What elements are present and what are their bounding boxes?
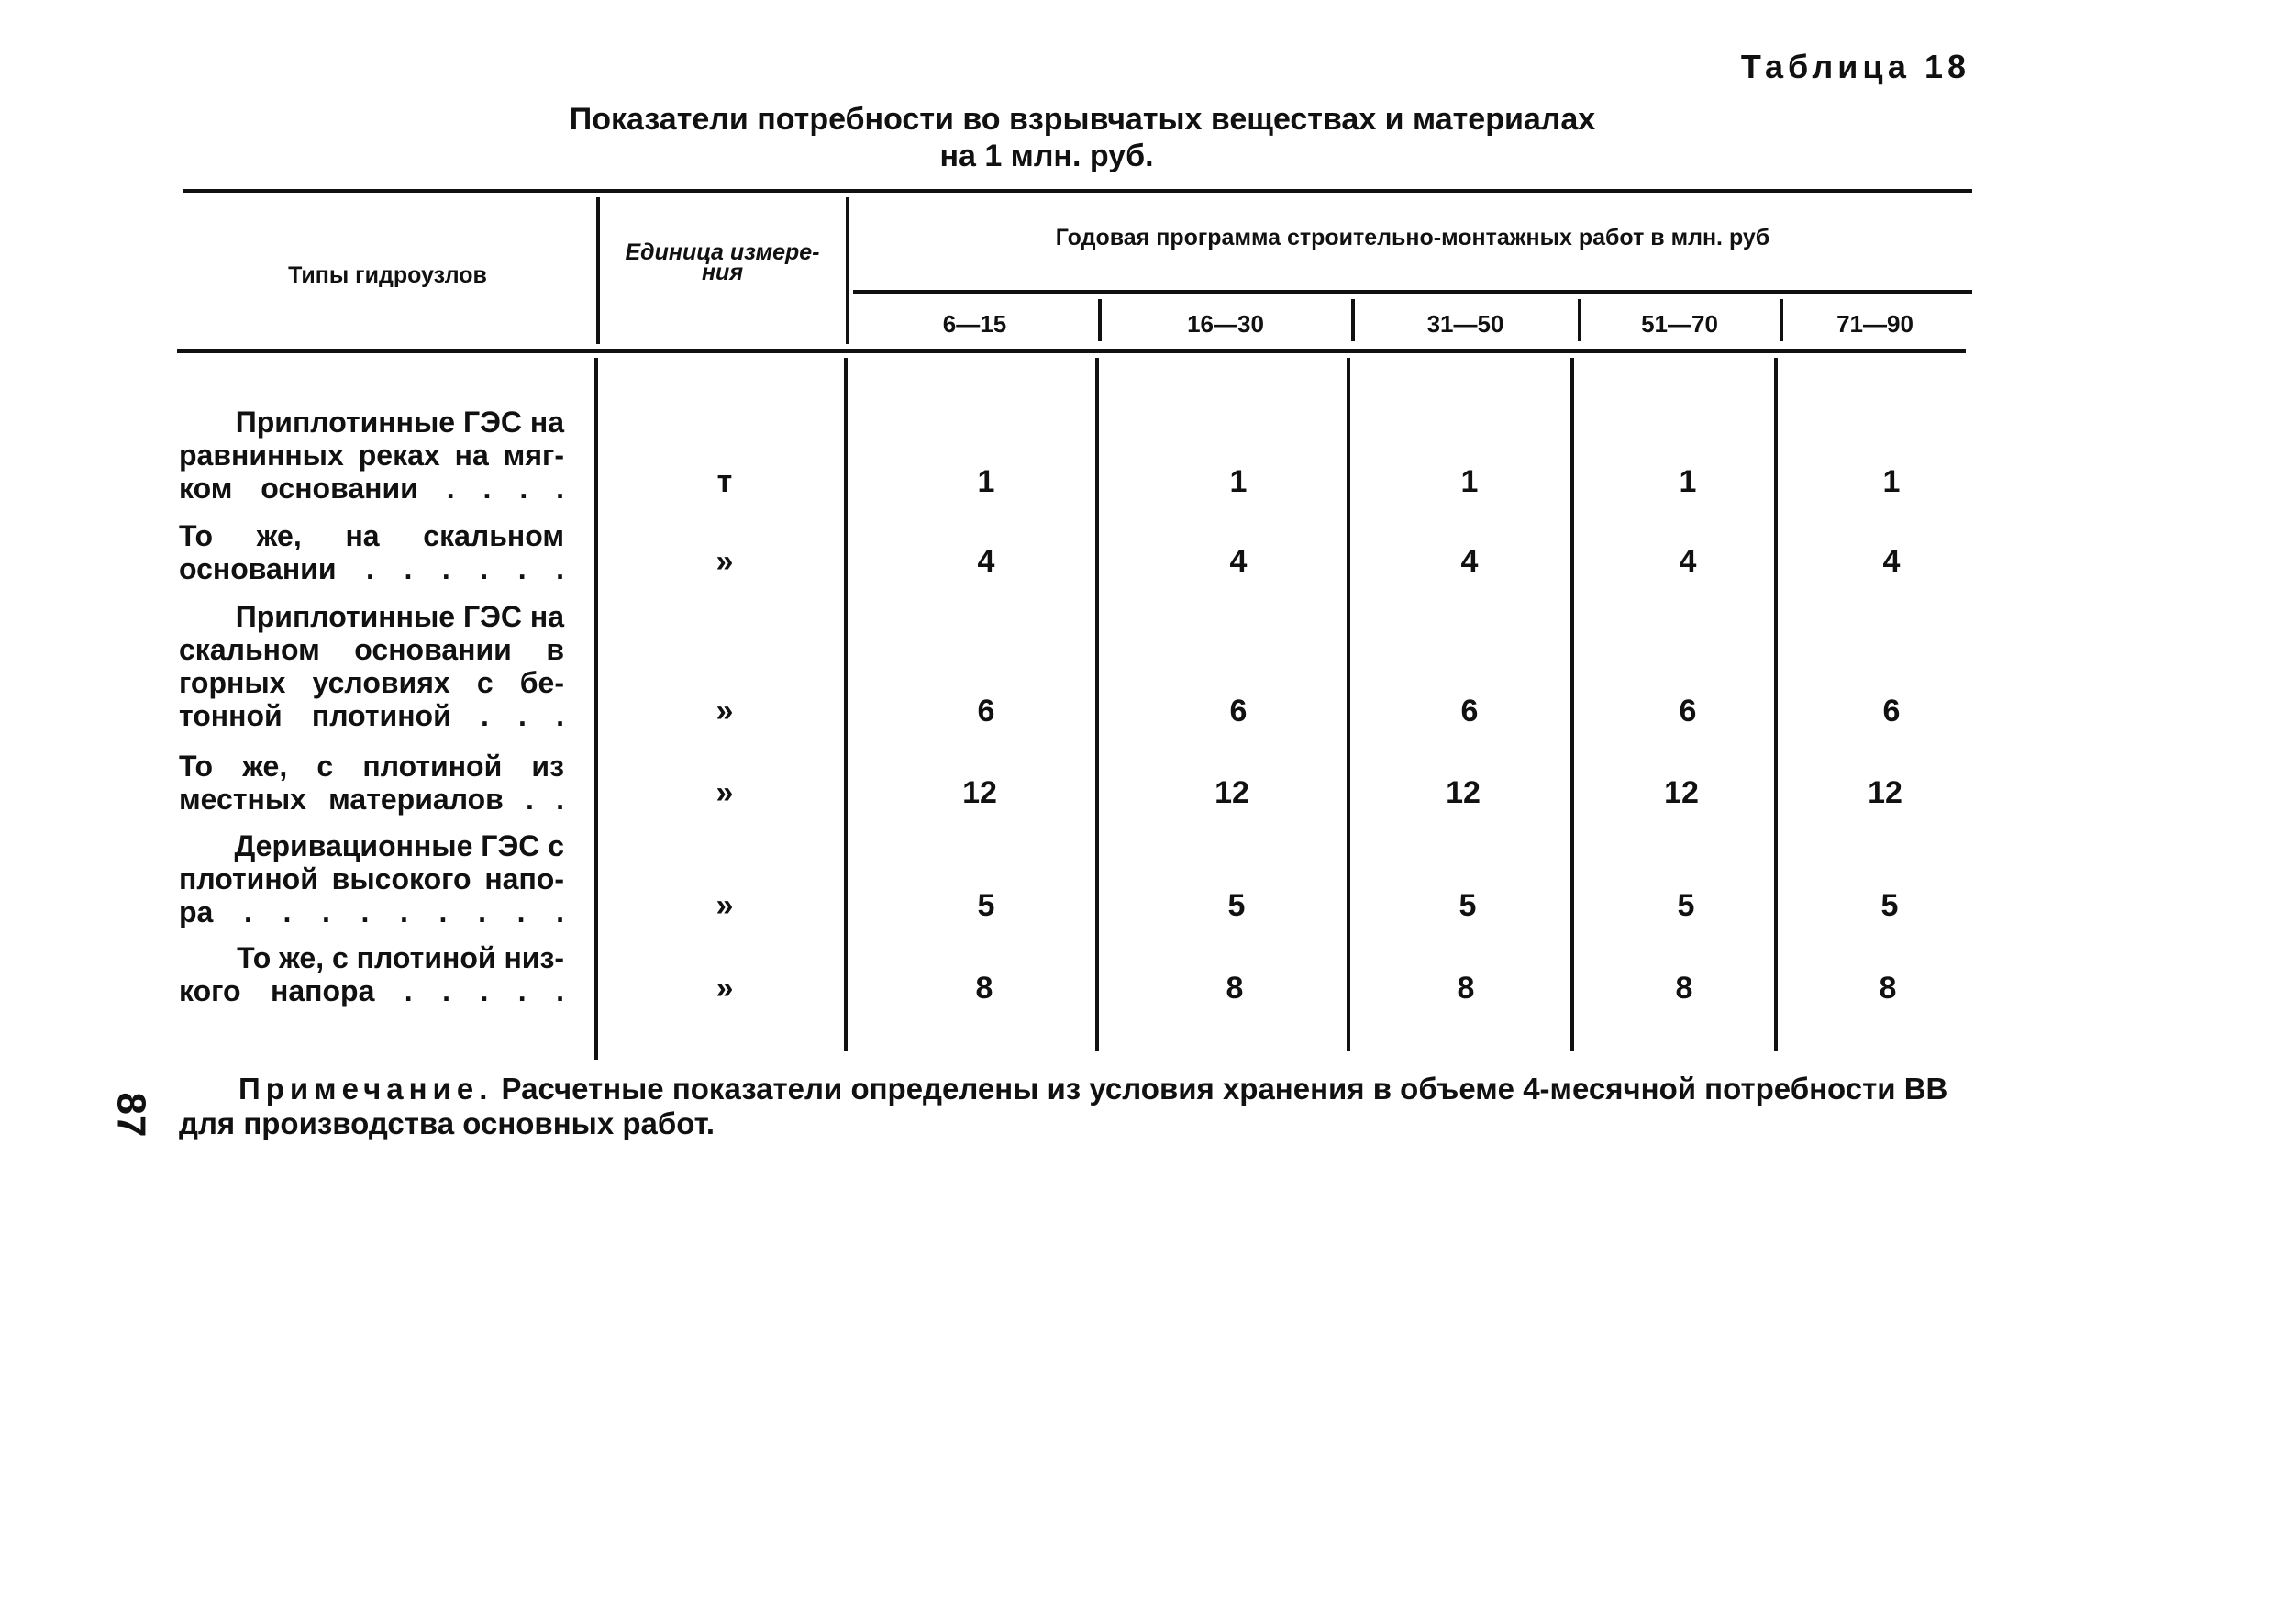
row-value: 4	[1679, 544, 1697, 579]
column-divider	[844, 358, 848, 1051]
table-row-name: То же, на скальном основании . . . . . .	[179, 519, 564, 585]
row-value: 5	[1459, 888, 1477, 923]
row-unit: т	[716, 464, 733, 499]
header-program: Годовая программа строительно-монтажных работ в млн. руб	[1055, 225, 1770, 250]
row-value: 6	[1882, 694, 1901, 728]
title-line-2: на 1 млн. руб.	[939, 139, 1154, 173]
row-value: 8	[975, 971, 993, 1006]
header-range-3: 31—50	[1426, 310, 1504, 338]
row-value: 4	[1229, 544, 1248, 579]
row-value: 5	[977, 888, 995, 923]
row-value: 1	[977, 464, 995, 499]
row-value: 8	[1675, 971, 1693, 1006]
row-value: 4	[1882, 544, 1901, 579]
header-range-1: 6—15	[942, 310, 1007, 338]
row-value: 1	[1882, 464, 1901, 499]
row-value: 6	[1229, 694, 1248, 728]
row-value: 12	[962, 775, 997, 810]
row-value: 1	[1229, 464, 1248, 499]
row-value: 8	[1457, 971, 1475, 1006]
note-label: Примечание.	[238, 1072, 494, 1106]
row-value: 5	[1880, 888, 1899, 923]
table-row-name: Приплотинные ГЭС на скальном основании в горных условиях с бе- тонной плотиной . . .	[179, 600, 564, 732]
row-value: 12	[1664, 775, 1699, 810]
table-number: Таблица 18	[1740, 48, 1970, 85]
row-unit: »	[715, 971, 734, 1006]
row-value: 12	[1215, 775, 1249, 810]
header-bottom-rule	[177, 349, 1966, 353]
row-value: 6	[1679, 694, 1697, 728]
row-value: 6	[1460, 694, 1479, 728]
row-value: 12	[1868, 775, 1902, 810]
row-value: 8	[1226, 971, 1244, 1006]
table-row-name: То же, с плотиной из местных материалов . .	[179, 750, 564, 816]
row-value: 6	[977, 694, 995, 728]
row-value: 12	[1446, 775, 1481, 810]
table-title	[569, 101, 1596, 174]
row-value: 4	[977, 544, 995, 579]
row-unit: »	[715, 544, 734, 579]
row-value: 1	[1460, 464, 1479, 499]
column-divider	[1570, 358, 1574, 1051]
header-unit: Единица измере- ния	[625, 239, 820, 285]
header-range-4: 51—70	[1641, 310, 1718, 338]
row-value: 5	[1227, 888, 1246, 923]
column-divider	[846, 197, 849, 344]
table-note	[179, 1072, 1977, 1141]
note-text: Расчетные показатели определены из условия хранения в объеме 4-месячной потребности ВВ для производства основных работ.	[179, 1072, 1948, 1140]
row-value: 5	[1677, 888, 1695, 923]
row-value: 1	[1679, 464, 1697, 499]
page-number: 87	[108, 1092, 154, 1138]
header-types: Типы гидроузлов	[288, 262, 487, 288]
title-line-1: Показатели потребности во взрывчатых веществах и материалах	[569, 102, 1596, 137]
column-divider	[1095, 358, 1099, 1051]
column-divider	[1774, 358, 1778, 1051]
table-row-name: Деривационные ГЭС с плотиной высокого напо- ра . . . . . . . . .	[179, 829, 564, 928]
header-range-2: 16—30	[1187, 310, 1264, 338]
row-unit: »	[715, 888, 734, 923]
header-range-5: 71—90	[1836, 310, 1913, 338]
column-divider	[596, 197, 600, 344]
row-unit: »	[715, 775, 734, 810]
row-unit: »	[715, 694, 734, 728]
column-divider	[1347, 358, 1350, 1051]
column-divider	[594, 358, 598, 1060]
table-row-name: Приплотинные ГЭС на равнинных реках на мяг- ком основании . . . .	[179, 406, 564, 505]
row-value: 4	[1460, 544, 1479, 579]
table-top-rule	[183, 189, 1972, 193]
program-subheader-rule	[853, 290, 1972, 294]
row-value: 8	[1879, 971, 1897, 1006]
table-row-name: То же, с плотиной низ- кого напора . . . . .	[179, 941, 564, 1007]
